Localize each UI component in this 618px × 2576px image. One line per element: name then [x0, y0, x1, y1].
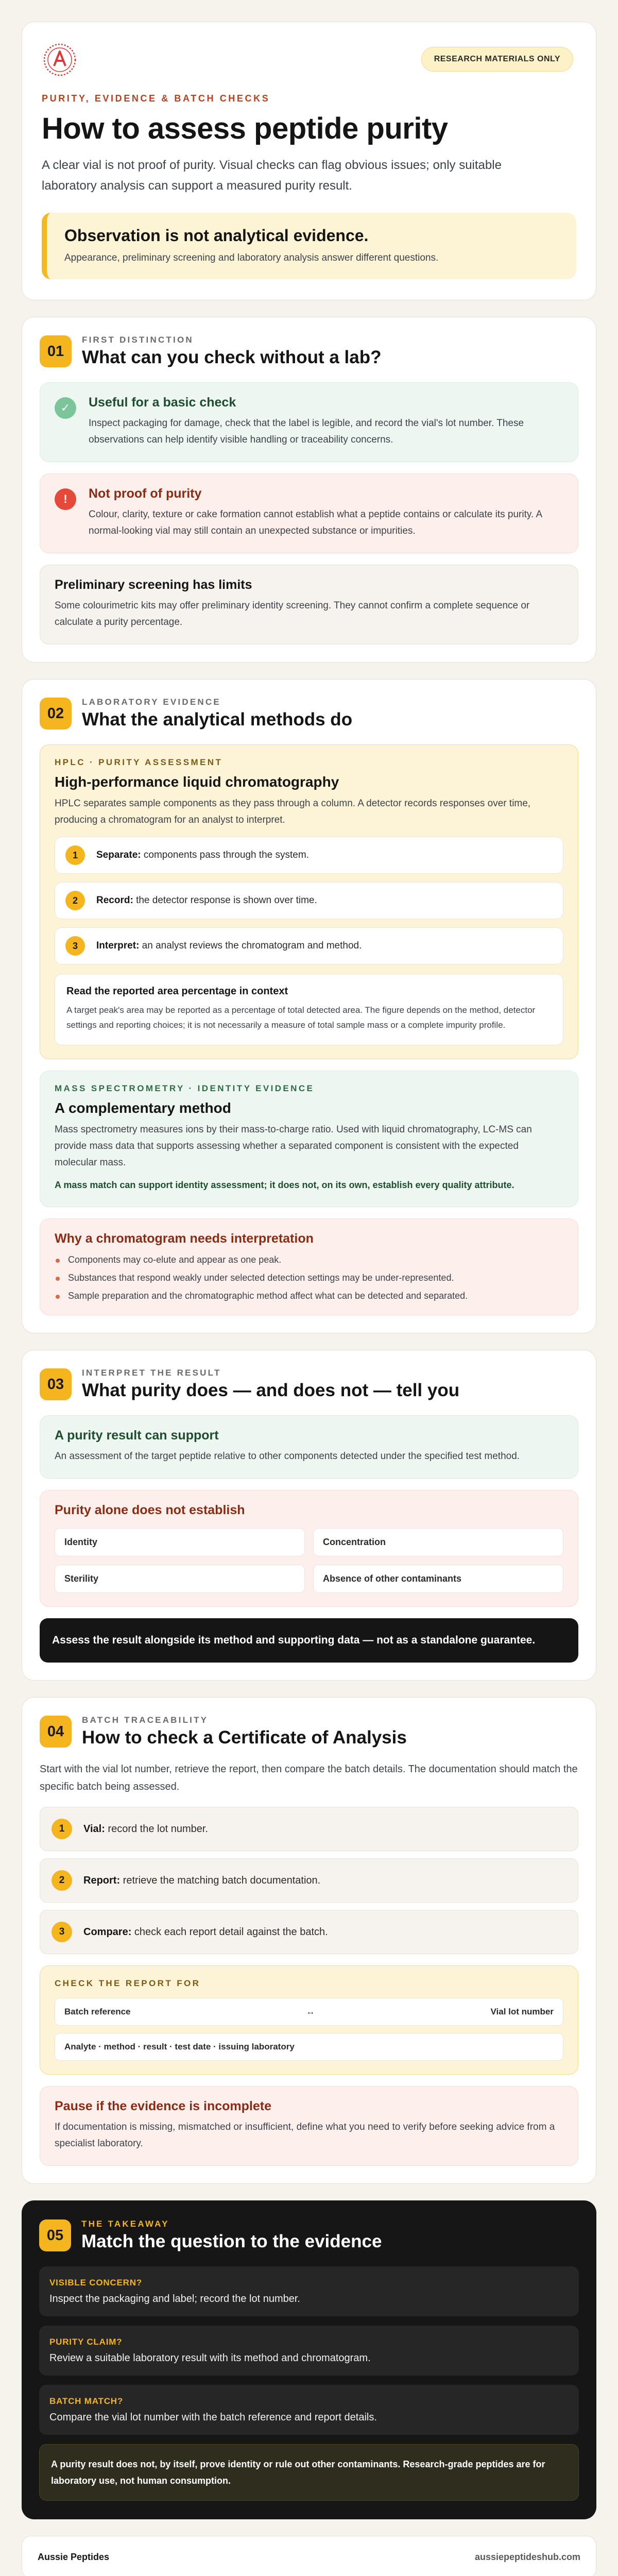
attribute-cell: Concentration — [313, 1528, 563, 1556]
pause-box — [40, 2086, 578, 2166]
ms-title: A complementary method — [55, 1100, 231, 1116]
step-label: Interpret: — [96, 940, 140, 951]
section-header — [40, 697, 578, 730]
section-title: How to check a Certificate of Analysis — [82, 1727, 407, 1748]
takeaway-item — [39, 2385, 579, 2435]
page-title: How to assess peptide purity — [42, 112, 448, 145]
box-title: Preliminary screening has limits — [55, 578, 252, 592]
warning-icon: ! — [55, 488, 76, 510]
footer-brand: Aussie Peptides — [38, 2552, 110, 2562]
section-title: What the analytical methods do — [82, 709, 353, 730]
hplc-step — [55, 927, 563, 964]
hplc-step — [55, 882, 563, 919]
box-text: If documentation is missing, mismatched or insufficient, define what you need to verify before seeking advice from a specialist laboratory. — [55, 2122, 555, 2149]
list-item: Sample preparation and the chromatographic method affect what can be detected and separated. — [55, 1291, 563, 1301]
section-01 — [22, 317, 596, 663]
bullet-list — [55, 1255, 563, 1301]
section-number: 03 — [40, 1368, 72, 1400]
hplc-box — [40, 744, 578, 1059]
match-right: Vial lot number — [490, 2007, 554, 2016]
step-label: Report: — [83, 1874, 121, 1886]
logo-icon — [42, 42, 78, 78]
step-number: 3 — [52, 1922, 72, 1942]
ms-text: Mass spectrometry measures ions by their mass-to-charge ratio. Used with liquid chromatography, LC-MS can provide mass data that supports assessing whether a separated component is consistent with the expected molecular mass. — [55, 1124, 532, 1168]
step-label: Vial: — [83, 1823, 105, 1835]
takeaway-question: BATCH MATCH? — [49, 2396, 124, 2406]
section-02 — [22, 679, 596, 1333]
section-header — [40, 1715, 578, 1748]
note-text: A target peak's area may be reported as a percentage of total detected area. The figure depends on the method, detector settings and reporting choices; it is not necessarily a measure of total sample mass or a complete impurity profile. — [66, 1005, 536, 1030]
screening-box — [40, 565, 578, 645]
step-text: record the lot number. — [105, 1823, 208, 1835]
box-title: A purity result can support — [55, 1428, 219, 1443]
section-title: What can you check without a lab? — [82, 347, 382, 367]
attribute-cell: Absence of other contaminants — [313, 1565, 563, 1593]
section-number: 04 — [40, 1716, 72, 1748]
takeaway-answer: Review a suitable laboratory result with its method and chromatogram. — [49, 2352, 371, 2364]
section-label: BATCH TRACEABILITY — [82, 1715, 209, 1725]
hplc-kicker: HPLC · PURITY ASSESSMENT — [55, 757, 223, 767]
box-title: Purity alone does not establish — [55, 1503, 245, 1517]
note-title: Read the reported area percentage in context — [66, 986, 288, 997]
box-title: Why a chromatogram needs interpretation — [55, 1231, 314, 1246]
hplc-step — [55, 837, 563, 874]
coa-step — [40, 1807, 578, 1851]
takeaway-question: VISIBLE CONCERN? — [49, 2278, 142, 2287]
useful-check-box — [40, 382, 578, 462]
takeaway-question: PURITY CLAIM? — [49, 2337, 123, 2347]
assess-note: Assess the result alongside its method and supporting data — not as a standalone guarantee. — [40, 1618, 578, 1663]
takeaway-answer: Compare the vial lot number with the batch reference and report details. — [49, 2412, 377, 2423]
intro-text: Start with the vial lot number, retrieve the report, then compare the batch details. The documentation should match the specific batch being assessed. — [40, 1764, 578, 1792]
section-number: 01 — [40, 335, 72, 367]
step-text: components pass through the system. — [141, 850, 309, 860]
attribute-grid — [55, 1528, 563, 1593]
step-text: check each report detail against the batch. — [131, 1926, 328, 1938]
section-header — [40, 1368, 578, 1401]
final-note: A purity result does not, by itself, prove identity or rule out other contaminants. Research-grade peptides are for laboratory use, not human consumption. — [39, 2444, 579, 2501]
footer — [22, 2536, 596, 2576]
box-text: An assessment of the target peptide relative to other components detected under the specified test method. — [55, 1451, 520, 1462]
section-header — [40, 335, 578, 368]
check-report-box — [40, 1965, 578, 2075]
check-kicker: CHECK THE REPORT FOR — [55, 1978, 201, 1988]
box-title: Useful for a basic check — [89, 395, 236, 410]
box-text: Inspect packaging for damage, check that the label is legible, and record the vial's lot number. These observations can help identify visible handling or traceability concerns. — [89, 418, 524, 445]
step-text: retrieve the matching batch documentation. — [120, 1874, 321, 1886]
match-left: Batch reference — [64, 2007, 131, 2016]
takeaway-item — [39, 2326, 579, 2376]
step-label: Separate: — [96, 850, 141, 860]
purity-not-establish-box — [40, 1490, 578, 1607]
check-icon: ✓ — [55, 397, 76, 419]
hero-card — [22, 22, 596, 300]
fields-row — [55, 2033, 563, 2061]
section-label: THE TAKEAWAY — [81, 2219, 169, 2229]
attribute-cell: Sterility — [55, 1565, 305, 1593]
eyebrow: PURITY, EVIDENCE & BATCH CHECKS — [42, 93, 270, 104]
box-text: Colour, clarity, texture or cake formation cannot establish what a peptide contains or calculate its purity. A normal-looking vial may still contain an unexpected substance or impurities. — [89, 509, 542, 536]
section-label: LABORATORY EVIDENCE — [82, 697, 221, 707]
lead-text: A clear vial is not proof of purity. Visual checks can flag obvious issues; only suitable laboratory analysis can support a measured purity result. — [42, 158, 502, 193]
match-row — [55, 1998, 563, 2026]
ms-kicker: MASS SPECTROMETRY · IDENTITY EVIDENCE — [55, 1083, 315, 1093]
box-title: Not proof of purity — [89, 486, 202, 501]
area-percentage-note — [55, 974, 563, 1045]
section-label: FIRST DISTINCTION — [82, 335, 194, 345]
section-title: Match the question to the evidence — [81, 2231, 382, 2251]
swap-arrow-icon: ↔ — [306, 2007, 315, 2016]
section-05 — [22, 2200, 596, 2519]
hplc-text: HPLC separates sample components as they pass through a column. A detector records responses over time, producing a chromatogram for an analyst to interpret. — [55, 798, 531, 825]
takeaway-item — [39, 2266, 579, 2316]
ms-strong-text: A mass match can support identity assessment; it does not, on its own, establish every quality attribute. — [55, 1180, 514, 1190]
list-item: Substances that respond weakly under selected detection settings may be under-represented. — [55, 1273, 563, 1283]
step-number: 2 — [65, 891, 85, 910]
takeaway-answer: Inspect the packaging and label; record the lot number. — [49, 2293, 300, 2304]
step-label: Compare: — [83, 1926, 132, 1938]
section-04 — [22, 1697, 596, 2184]
section-header — [39, 2219, 579, 2252]
fields-text: Analyte · method · result · test date · issuing laboratory — [64, 2042, 295, 2052]
section-number: 05 — [39, 2219, 71, 2251]
research-badge: RESEARCH MATERIALS ONLY — [421, 47, 573, 72]
chromatogram-box — [40, 1218, 578, 1315]
mass-spec-box — [40, 1071, 578, 1207]
step-number: 3 — [65, 936, 85, 956]
step-label: Record: — [96, 895, 133, 906]
step-number: 1 — [52, 1819, 72, 1839]
callout-title: Observation is not analytical evidence. — [64, 226, 369, 245]
step-text: an analyst reviews the chromatogram and method. — [139, 940, 362, 951]
callout — [42, 213, 576, 279]
callout-text: Appearance, preliminary screening and laboratory analysis answer different questions. — [64, 252, 439, 263]
purity-supports-box — [40, 1415, 578, 1479]
section-label: INTERPRET THE RESULT — [82, 1368, 221, 1378]
attribute-cell: Identity — [55, 1528, 305, 1556]
step-text: the detector response is shown over time. — [133, 895, 317, 906]
coa-step — [40, 1858, 578, 1903]
box-title: Pause if the evidence is incomplete — [55, 2099, 271, 2113]
hplc-title: High-performance liquid chromatography — [55, 774, 339, 790]
section-title: What purity does — and does not — tell you — [82, 1380, 460, 1400]
coa-step — [40, 1910, 578, 1954]
section-03 — [22, 1350, 596, 1681]
list-item: Components may co-elute and appear as one peak. — [55, 1255, 563, 1265]
not-proof-box — [40, 473, 578, 553]
footer-link[interactable]: aussiepeptideshub.com — [474, 2552, 580, 2562]
box-text: Some colourimetric kits may offer preliminary identity screening. They cannot confirm a complete sequence or calculate a purity percentage. — [55, 600, 530, 628]
section-number: 02 — [40, 698, 72, 730]
step-number: 1 — [65, 845, 85, 865]
step-number: 2 — [52, 1870, 72, 1891]
